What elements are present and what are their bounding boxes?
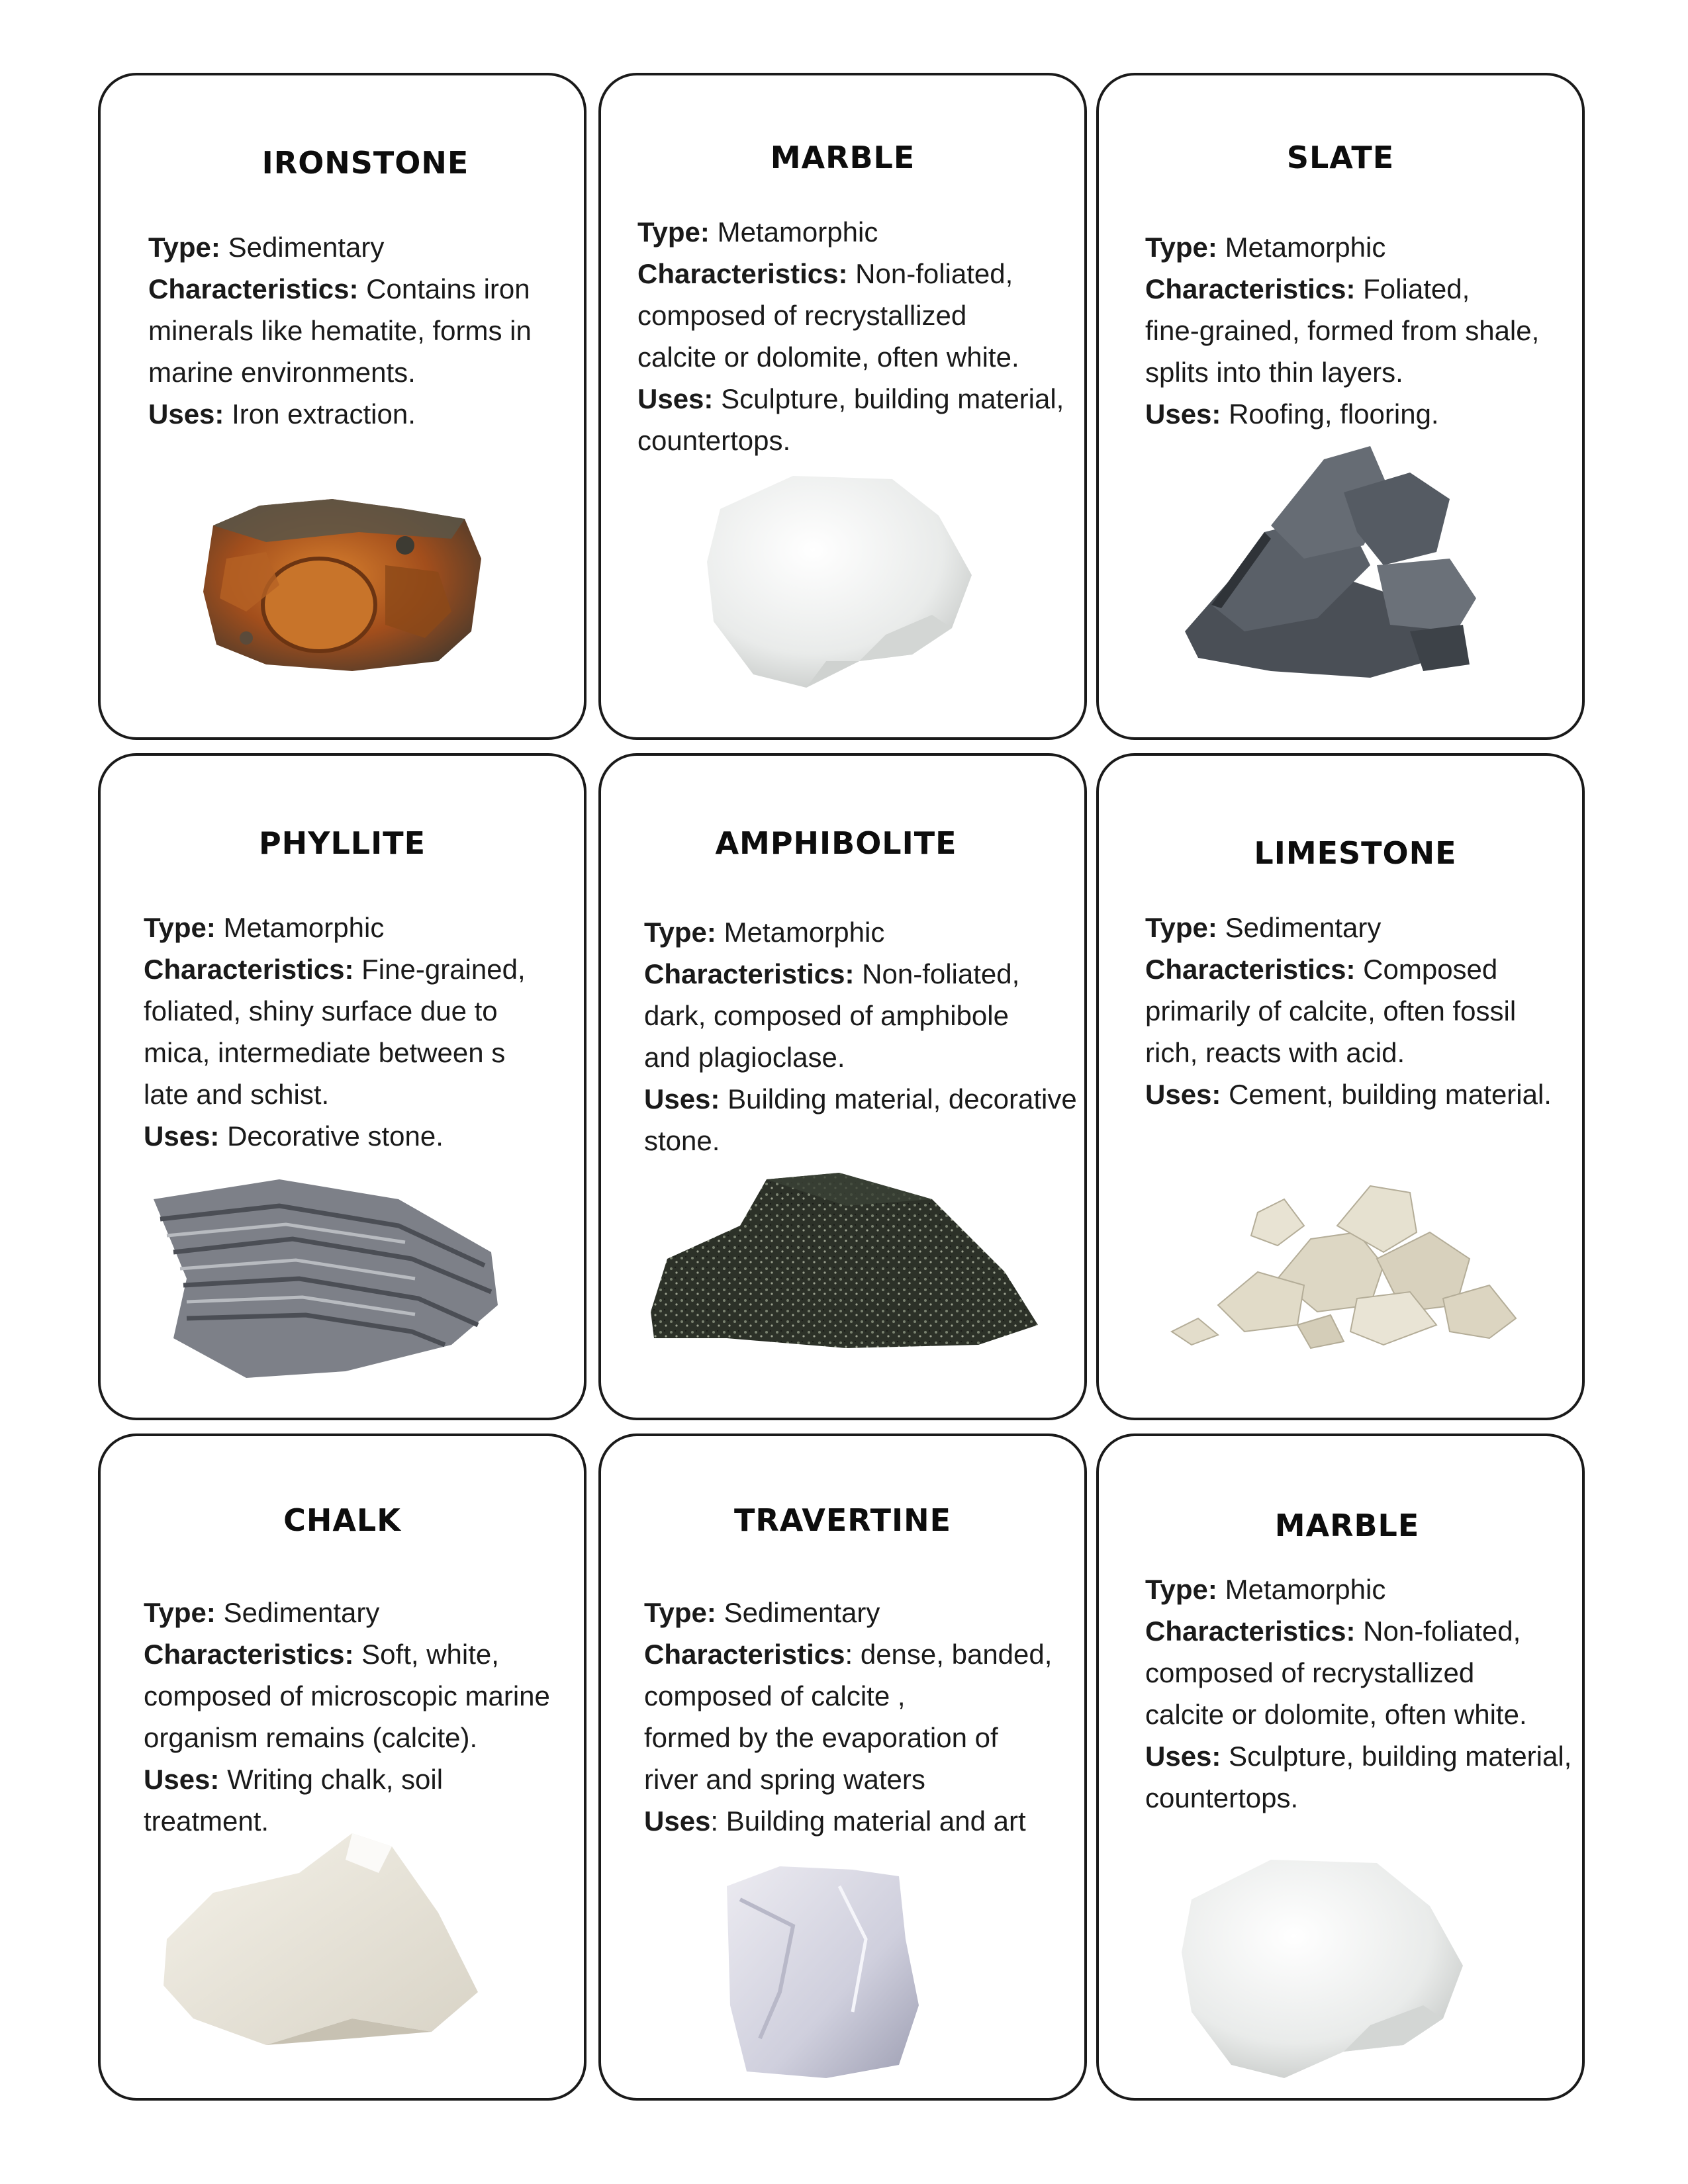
card-info — [644, 1592, 1052, 1842]
characteristics-line: marine environments. — [148, 357, 416, 388]
card-info — [637, 211, 1064, 461]
characteristics-line: Contains iron — [358, 273, 530, 304]
uses-label: Uses: — [1145, 1741, 1221, 1772]
type-label: Type: — [144, 912, 216, 943]
phyllite-rock-icon — [147, 1173, 504, 1385]
uses-value: Sculpture, building material, — [721, 383, 1064, 414]
characteristics-line: minerals like hematite, forms in — [148, 315, 532, 346]
uses-value-continued: treatment. — [144, 1805, 269, 1837]
travertine-rock-icon — [720, 1860, 932, 2085]
card-info — [1145, 226, 1539, 435]
type-label: Type: — [144, 1597, 216, 1628]
characteristics-line: dark, composed of amphibole — [644, 1000, 1009, 1031]
characteristics-line: mica, intermediate between s — [144, 1037, 506, 1068]
type-value: Metamorphic — [1225, 232, 1386, 263]
ironstone-rock-icon — [187, 479, 504, 678]
characteristics-line: rich, reacts with acid. — [1145, 1037, 1405, 1068]
characteristics-line: formed by the evaporation of — [644, 1722, 998, 1753]
card-title: MARBLE — [1274, 1508, 1420, 1543]
type-value: Sedimentary — [223, 1597, 380, 1628]
characteristics-line: Composed — [1355, 954, 1498, 985]
card-info — [148, 226, 532, 435]
characteristics-label: Characteristics: — [1145, 954, 1356, 985]
characteristics-line: fine-grained, formed from shale, — [1145, 315, 1540, 346]
rock-card-amphibolite — [598, 753, 1087, 1420]
uses-value: Iron extraction. — [232, 398, 416, 430]
uses-label: Uses: — [1145, 398, 1221, 430]
characteristics-line: and plagioclase. — [644, 1042, 845, 1073]
uses-label: Uses — [644, 1805, 711, 1837]
characteristics-line: foliated, shiny surface due to — [144, 995, 498, 1026]
characteristics-line: Soft, white, — [353, 1639, 499, 1670]
uses-value-continued: countertops. — [1145, 1782, 1299, 1813]
characteristics-line: Fine-grained, — [353, 954, 526, 985]
rock-card-chalk — [98, 1433, 586, 2101]
uses-value: Building material, decorative — [727, 1083, 1077, 1115]
characteristics-line: calcite or dolomite, often white. — [637, 341, 1019, 373]
card-title: CHALK — [283, 1502, 401, 1538]
rock-card-limestone — [1096, 753, 1585, 1420]
card-title: TRAVERTINE — [733, 1502, 952, 1538]
characteristics-label: Characteristics: — [644, 958, 855, 989]
card-info — [1145, 1569, 1571, 1819]
card-info — [1145, 907, 1552, 1115]
characteristics-label: Characteristics: — [144, 954, 354, 985]
characteristics-line: composed of recrystallized — [637, 300, 967, 331]
uses-value: Sculpture, building material, — [1229, 1741, 1572, 1772]
characteristics-line: composed of microscopic marine — [144, 1680, 550, 1711]
uses-label: Uses: — [644, 1083, 720, 1115]
type-label: Type: — [637, 216, 710, 248]
card-title: PHYLLITE — [258, 825, 426, 861]
characteristics-line: river and spring waters — [644, 1764, 925, 1795]
characteristics-line: Non-foliated, — [854, 958, 1020, 989]
characteristics-line: primarily of calcite, often fossil — [1145, 995, 1517, 1026]
card-info — [144, 1592, 550, 1842]
type-label: Type: — [148, 232, 220, 263]
marble-rock-icon — [694, 463, 985, 701]
uses-value: : Building material and art — [710, 1805, 1026, 1837]
rock-card-phyllite — [98, 753, 586, 1420]
characteristics-line: calcite or dolomite, often white. — [1145, 1699, 1527, 1730]
rock-card-slate — [1096, 73, 1585, 740]
characteristics-line: Non-foliated, — [847, 258, 1013, 289]
uses-value: Decorative stone. — [227, 1120, 444, 1152]
characteristics-label: Characteristics — [644, 1639, 845, 1670]
characteristics-line: splits into thin layers. — [1145, 357, 1403, 388]
type-label: Type: — [644, 917, 716, 948]
slate-rock-icon — [1172, 433, 1489, 698]
characteristics-label: Characteristics: — [1145, 1615, 1356, 1647]
characteristics-line: Foliated, — [1355, 273, 1470, 304]
card-title: IRONSTONE — [261, 145, 469, 181]
type-value: Sedimentary — [228, 232, 385, 263]
characteristics-label: Characteristics: — [1145, 273, 1356, 304]
type-value: Sedimentary — [1225, 912, 1382, 943]
characteristics-line: Non-foliated, — [1355, 1615, 1521, 1647]
rock-card-marble — [598, 73, 1087, 740]
card-title: AMPHIBOLITE — [715, 825, 957, 861]
characteristics-line: organism remains (calcite). — [144, 1722, 478, 1753]
type-value: Metamorphic — [717, 216, 878, 248]
rock-card-ironstone — [98, 73, 586, 740]
card-title: MARBLE — [770, 140, 915, 175]
uses-label: Uses: — [144, 1764, 220, 1795]
characteristics-line: composed of calcite , — [644, 1680, 906, 1711]
rock-card-travertine — [598, 1433, 1087, 2101]
rock-card-marble-2 — [1096, 1433, 1585, 2101]
type-label: Type: — [1145, 912, 1217, 943]
type-value: Metamorphic — [1225, 1574, 1386, 1605]
type-label: Type: — [1145, 232, 1217, 263]
uses-value: Cement, building material. — [1229, 1079, 1552, 1110]
characteristics-line: late and schist. — [144, 1079, 330, 1110]
uses-value-continued: countertops. — [637, 425, 791, 456]
characteristics-line: : dense, banded, — [845, 1639, 1053, 1670]
characteristics-label: Characteristics: — [144, 1639, 354, 1670]
card-info — [644, 911, 1077, 1161]
characteristics-label: Characteristics: — [148, 273, 359, 304]
type-value: Metamorphic — [724, 917, 885, 948]
uses-label: Uses: — [637, 383, 714, 414]
type-label: Type: — [644, 1597, 716, 1628]
card-title: SLATE — [1286, 140, 1395, 175]
limestone-rocks-icon — [1158, 1173, 1529, 1358]
type-value: Sedimentary — [724, 1597, 880, 1628]
chalk-rock-icon — [154, 1820, 498, 2058]
characteristics-line: composed of recrystallized — [1145, 1657, 1475, 1688]
type-label: Type: — [1145, 1574, 1217, 1605]
characteristics-label: Characteristics: — [637, 258, 848, 289]
uses-value: Writing chalk, soil — [227, 1764, 444, 1795]
uses-label: Uses: — [1145, 1079, 1221, 1110]
uses-value-continued: stone. — [644, 1125, 720, 1156]
uses-label: Uses: — [144, 1120, 220, 1152]
marble-rock-icon — [1165, 1846, 1483, 2091]
uses-value: Roofing, flooring. — [1229, 398, 1439, 430]
amphibolite-rock-icon — [647, 1160, 1045, 1358]
uses-label: Uses: — [148, 398, 224, 430]
card-info — [144, 907, 526, 1157]
card-title: LIMESTONE — [1254, 835, 1457, 871]
type-value: Metamorphic — [223, 912, 385, 943]
